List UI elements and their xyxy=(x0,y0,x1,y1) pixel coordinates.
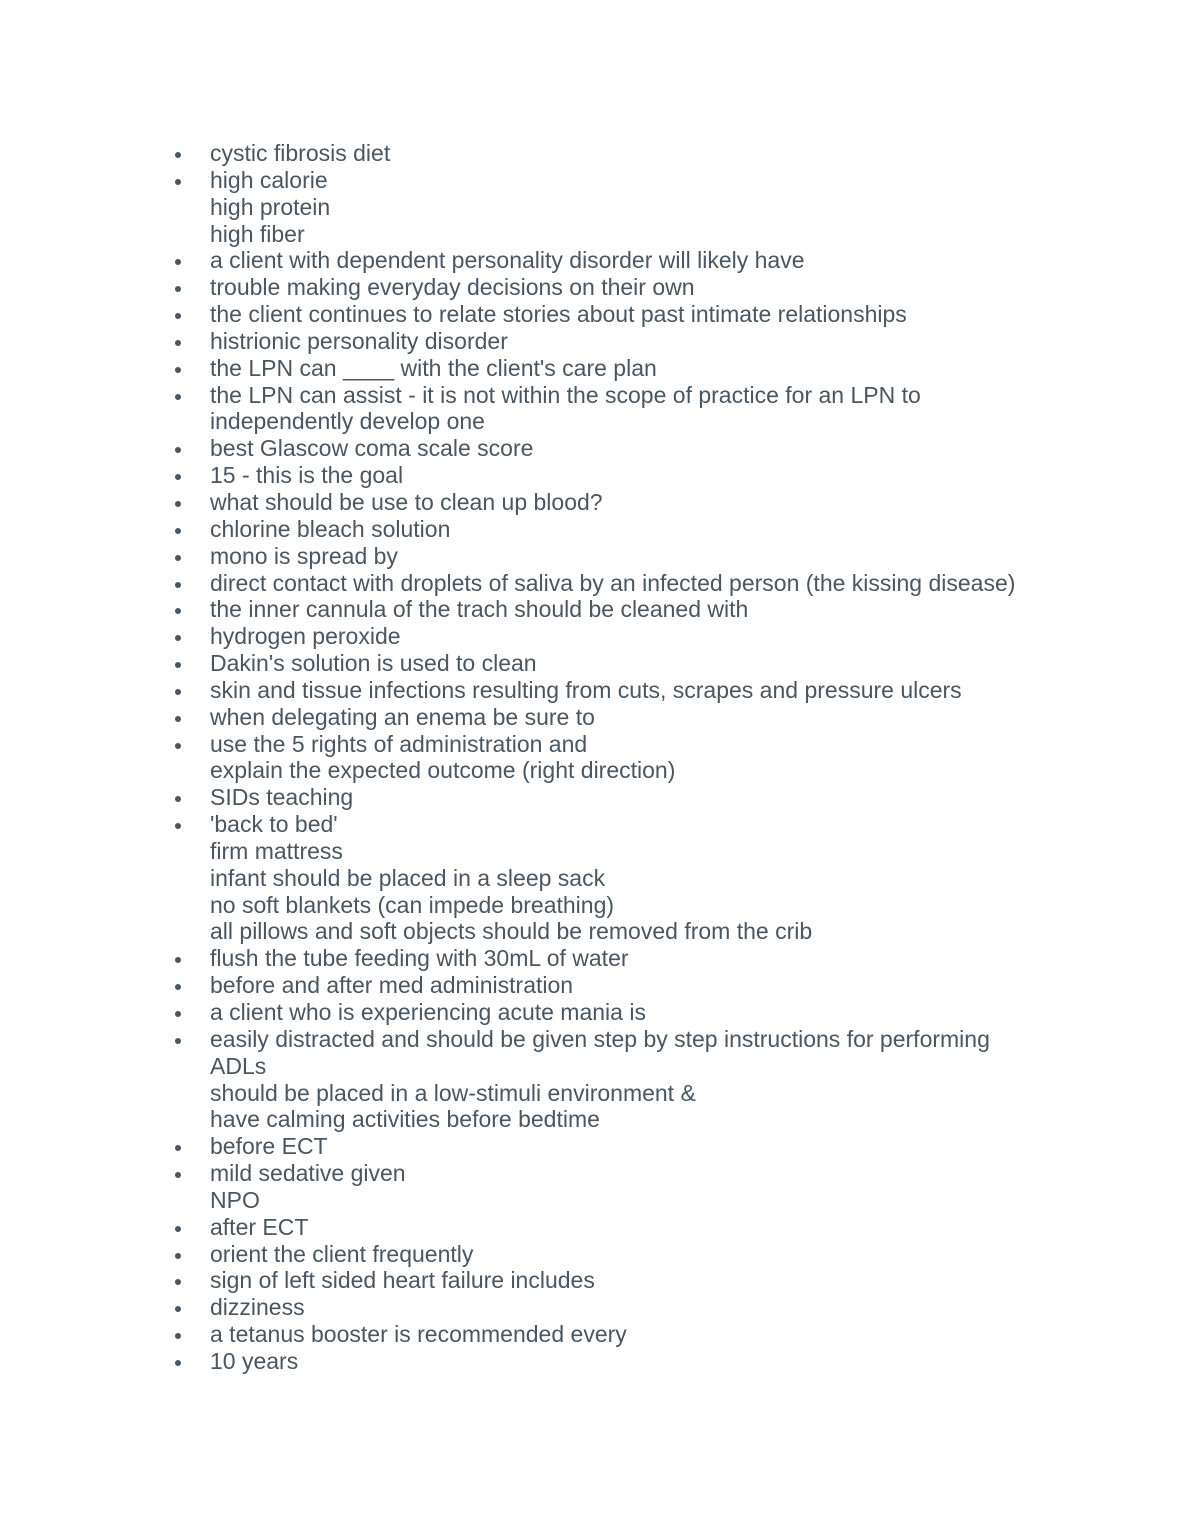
list-item xyxy=(172,1294,1072,1321)
list-item-text: orient the client frequently xyxy=(210,1240,474,1267)
list-item-text: before and after med administration xyxy=(210,972,574,999)
list-item-text: Dakin's solution is used to clean xyxy=(210,650,537,677)
list-item xyxy=(172,462,1072,489)
bullet-icon xyxy=(175,957,181,963)
list-item-text: easily distracted and should be given step by step instructions for performing ADLs should be placed in a low-stimuli environment & have calming activities before bedtime xyxy=(210,1025,990,1133)
list-item xyxy=(172,1160,1072,1214)
list-item xyxy=(172,247,1072,274)
list-item-text: skin and tissue infections resulting from cuts, scrapes and pressure ulcers xyxy=(210,676,962,703)
bullet-icon xyxy=(175,1333,181,1339)
bullet-icon xyxy=(175,582,181,588)
list-item-text: cystic fibrosis diet xyxy=(210,140,391,166)
bullet-icon xyxy=(175,474,181,480)
list-item-text: the inner cannula of the trach should be cleaned with xyxy=(210,596,749,623)
list-item xyxy=(172,623,1072,650)
bullet-icon xyxy=(175,152,181,158)
list-item xyxy=(172,999,1072,1026)
list-item-text: the LPN can ____ with the client's care plan xyxy=(210,354,657,381)
list-item xyxy=(172,1214,1072,1241)
list-item xyxy=(172,784,1072,811)
list-item-text: hydrogen peroxide xyxy=(210,623,401,650)
list-item xyxy=(172,570,1072,597)
list-item xyxy=(172,355,1072,382)
list-item-text: 15 - this is the goal xyxy=(210,462,404,489)
list-item xyxy=(172,677,1072,704)
bullet-icon xyxy=(175,259,181,265)
list-item xyxy=(172,972,1072,999)
list-item xyxy=(172,1348,1072,1375)
list-item-text: what should be use to clean up blood? xyxy=(210,488,603,515)
bullet-icon xyxy=(175,286,181,292)
list-item-text: a client who is experiencing acute mania is xyxy=(210,999,646,1025)
list-item-text: mono is spread by xyxy=(210,542,398,569)
list-item-text: before ECT xyxy=(210,1133,328,1160)
list-item xyxy=(172,945,1072,972)
bullet-icon xyxy=(175,796,181,802)
bullet-icon xyxy=(175,313,181,319)
bullet-icon xyxy=(175,1145,181,1151)
list-item-text: use the 5 rights of administration and explain the expected outcome (right direction) xyxy=(210,730,676,784)
bullet-icon xyxy=(175,179,181,185)
list-item xyxy=(172,167,1072,248)
list-item-text: the LPN can assist - it is not within the scope of practice for an LPN to independently develop one xyxy=(210,381,921,435)
list-item-text: trouble making everyday decisions on their own xyxy=(210,274,695,301)
list-item-text: dizziness xyxy=(210,1294,305,1321)
list-item-text: when delegating an enema be sure to xyxy=(210,703,595,730)
bullet-icon xyxy=(175,1226,181,1232)
list-item xyxy=(172,596,1072,623)
list-item xyxy=(172,328,1072,355)
bullet-icon xyxy=(175,1011,181,1017)
list-item xyxy=(172,435,1072,462)
list-item xyxy=(172,1026,1072,1133)
list-item xyxy=(172,704,1072,731)
list-item-text: high calorie high protein high fiber xyxy=(210,166,331,247)
bullet-icon xyxy=(175,528,181,534)
list-item xyxy=(172,382,1072,436)
bullet-icon xyxy=(175,1360,181,1366)
list-item-text: direct contact with droplets of saliva by an infected person (the kissing disease) xyxy=(210,569,1016,596)
bullet-icon xyxy=(175,1306,181,1312)
bullet-icon xyxy=(175,984,181,990)
list-item xyxy=(172,1133,1072,1160)
list-item xyxy=(172,1267,1072,1294)
list-item xyxy=(172,1241,1072,1268)
list-item xyxy=(172,140,1072,167)
bullet-icon xyxy=(175,394,181,400)
bullet-icon xyxy=(175,1172,181,1178)
list-item xyxy=(172,1321,1072,1348)
bullet-icon xyxy=(175,823,181,829)
bullet-icon xyxy=(175,1279,181,1285)
bullet-icon xyxy=(175,447,181,453)
list-item-text: best Glascow coma scale score xyxy=(210,435,534,462)
list-item xyxy=(172,274,1072,301)
bullet-icon xyxy=(175,662,181,668)
list-item xyxy=(172,489,1072,516)
bullet-icon xyxy=(175,367,181,373)
bullet-icon xyxy=(175,743,181,749)
list-item-text: histrionic personality disorder xyxy=(210,327,508,354)
list-item xyxy=(172,650,1072,677)
list-item xyxy=(172,731,1072,785)
bullet-list xyxy=(172,140,1072,1375)
bullet-icon xyxy=(175,340,181,346)
list-item-text: 'back to bed' firm mattress infant should be placed in a sleep sack no soft blankets (can impede breathing) all pillows and soft objects should be removed from the crib xyxy=(210,811,813,945)
bullet-icon xyxy=(175,1253,181,1259)
bullet-icon xyxy=(175,689,181,695)
list-item-text: flush the tube feeding with 30mL of water xyxy=(210,945,629,972)
bullet-icon xyxy=(175,716,181,722)
bullet-icon xyxy=(175,608,181,614)
list-item xyxy=(172,543,1072,570)
list-item-text: a tetanus booster is recommended every xyxy=(210,1321,627,1348)
list-item-text: 10 years xyxy=(210,1347,299,1374)
bullet-icon xyxy=(175,635,181,641)
list-item xyxy=(172,516,1072,543)
list-item xyxy=(172,811,1072,945)
list-item-text: after ECT xyxy=(210,1213,309,1240)
list-item-text: mild sedative given NPO xyxy=(210,1160,406,1213)
bullet-icon xyxy=(175,1038,181,1044)
list-item-text: SIDs teaching xyxy=(210,784,354,811)
list-item-text: the client continues to relate stories about past intimate relationships xyxy=(210,301,907,328)
list-item-text: sign of left sided heart failure includes xyxy=(210,1267,595,1294)
bullet-icon xyxy=(175,555,181,561)
list-item-text: a client with dependent personality disorder will likely have xyxy=(210,247,805,274)
list-item-text: chlorine bleach solution xyxy=(210,515,451,542)
bullet-icon xyxy=(175,501,181,507)
list-item xyxy=(172,301,1072,328)
